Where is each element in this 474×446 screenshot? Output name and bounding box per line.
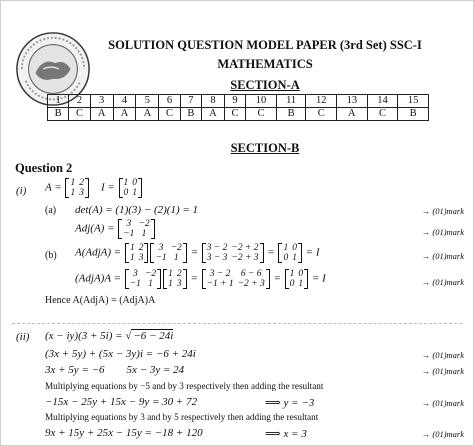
answer-key-numbers (48, 95, 429, 108)
question-heading: Question 2 (15, 161, 73, 175)
mark-adj: → (01)mark (421, 227, 464, 237)
adjoint-matrix-copy-2 (125, 269, 161, 289)
matrix-cell: 0 (289, 279, 295, 289)
matrix-cell: 1 (129, 253, 135, 263)
answer-key-number-cell: 7 (180, 95, 201, 108)
matrix-cell: 3 − 3 (206, 253, 228, 263)
separator (12, 323, 462, 324)
answer-key-table (47, 94, 429, 121)
matrix-cell: 1 (70, 188, 76, 198)
matrix-cell: −1 (155, 253, 167, 263)
adjoint-text: Adj(A) = (75, 222, 115, 235)
answer-key-number-cell: 8 (202, 95, 225, 108)
answer-key-answer-cell: B (398, 108, 429, 121)
a-adj-line (75, 243, 320, 263)
matrix-a (65, 178, 89, 198)
answer-key-number-cell: 15 (398, 95, 429, 108)
answer-key-number-cell: 6 (159, 95, 180, 108)
identity-matrix (119, 178, 143, 198)
adjoint-line (75, 219, 156, 239)
matrix-cell: 0 (123, 188, 129, 198)
answer-key-answer-cell: A (136, 108, 159, 121)
matrix-cell: 1 (70, 178, 76, 188)
instruction-1: Multiplying equations by −5 and by 3 respectively then adding the resultant (45, 381, 324, 391)
matrix-cell: 1 (168, 269, 173, 279)
identity-result-2 (285, 269, 309, 289)
answer-key-answer-cell: A (90, 108, 113, 121)
answer-key-answer-cell: C (246, 108, 277, 121)
matrix-cell: −2 (170, 243, 182, 253)
matrix-cell: −2 (138, 219, 150, 229)
matrix-cell: 3 (79, 188, 84, 198)
part-ii-label: (ii) (16, 331, 30, 343)
elimination-2: 9x + 15y + 25x − 15y = −18 + 120 (45, 427, 203, 439)
matrix-cell: 0 (292, 243, 297, 253)
matrix-cell: 6 − 6 (240, 269, 262, 279)
answer-key-answer-cell: B (48, 108, 69, 121)
equals-sign-4: = (273, 272, 281, 285)
matrix-cell: −1 + 1 (206, 279, 234, 289)
answer-key-number-cell: 2 (69, 95, 90, 108)
determinant-line: det(A) = (1)(3) − (2)(1) = 1 (75, 204, 199, 216)
matrix-cell: 1 (132, 188, 138, 198)
hence-line: Hence A(AdjA) = (AdjA)A (45, 295, 156, 306)
mark-det: → (01)mark (421, 206, 464, 216)
matrix-cell: 1 (129, 243, 135, 253)
product-expansion-2 (202, 269, 270, 289)
answer-key-answer-cell: C (367, 108, 398, 121)
matrix-cell: 3 − 2 (209, 269, 231, 279)
matrix-cell: 1 (141, 229, 147, 239)
matrix-cell: 3 (132, 269, 138, 279)
equation-pair: 3x + 5y = −6 5x − 3y = 24 (45, 364, 185, 376)
matrix-cell: 3 (138, 253, 144, 263)
matrix-cell: −2 + 3 (237, 279, 265, 289)
matrix-cell: 1 (168, 279, 173, 289)
expanded-line: (3x + 5y) + (5x − 3y)i = −6 + 24i (45, 348, 196, 360)
answer-key-number-cell: 12 (306, 95, 337, 108)
answer-key-number-cell: 10 (246, 95, 277, 108)
product-expansion-1 (202, 243, 264, 263)
part-a-label: (a) (45, 205, 57, 216)
answer-key-answer-cell: B (180, 108, 201, 121)
equals-identity-2: = I (311, 272, 326, 285)
part-i-label: (i) (16, 185, 27, 197)
matrix-cell: 1 (283, 243, 289, 253)
section-a-heading: SECTION-A (230, 78, 300, 92)
complex-equation-line: (x − iy)(3 + 5i) = √ −6 − 24i (45, 330, 174, 342)
matrix-cell: −1 (129, 279, 141, 289)
subject-title: MATHEMATICS (217, 57, 313, 71)
mark-b1: → (01)mark (421, 251, 464, 261)
matrix-cell: −2 + 3 (231, 253, 259, 263)
matrix-cell: 3 (158, 243, 164, 253)
matrix-a-definition (45, 178, 143, 198)
matrix-cell: 1 (298, 279, 304, 289)
matrix-cell: 1 (173, 253, 179, 263)
paper-title: SOLUTION QUESTION MODEL PAPER (3rd Set) SSC-I (108, 38, 422, 52)
answer-key-number-cell: 13 (337, 95, 368, 108)
equals-sign-2: = (267, 246, 275, 259)
answer-key-answer-cell: C (159, 108, 180, 121)
matrix-cell: 1 (289, 269, 295, 279)
matrix-cell: 0 (132, 178, 138, 188)
answer-key-answer-cell: C (224, 108, 245, 121)
matrix-cell: 3 − 2 (206, 243, 228, 253)
adj-a-text: (AdjA)A = (75, 272, 122, 285)
answer-key-answer-cell: A (113, 108, 136, 121)
part-b-label: (b) (45, 250, 57, 261)
complex-rhs-root: −6 − 24i (133, 330, 174, 342)
matrix-cell: 0 (283, 253, 289, 263)
equals-identity: = I (305, 246, 320, 259)
matrix-cell: 3 (176, 279, 182, 289)
answer-key-answer-cell: C (306, 108, 337, 121)
matrix-cell: −1 (123, 229, 135, 239)
answer-key-number-cell: 14 (367, 95, 398, 108)
answer-key-answer-cell: C (69, 108, 90, 121)
mark-ii-3: → (01)mark (421, 398, 464, 408)
equals-sign: = (190, 246, 198, 259)
mark-ii-2: → (01)mark (421, 366, 464, 376)
matrix-a-copy-2 (163, 269, 187, 289)
matrix-a-copy (125, 243, 149, 263)
identity-result-1 (278, 243, 302, 263)
answer-key-number-cell: 9 (224, 95, 245, 108)
adj-a-line (75, 269, 326, 289)
answer-key-number-cell: 11 (276, 95, 306, 108)
equals-sign-3: = (190, 272, 198, 285)
matrix-cell: 3 (126, 219, 132, 229)
mark-ii-1: → (01)mark (421, 350, 464, 360)
matrix-a-text: A = (45, 181, 62, 194)
matrix-cell: −2 + 2 (231, 243, 259, 253)
answer-key-number-cell: 1 (48, 95, 69, 108)
answer-key-answer-cell: A (202, 108, 225, 121)
complex-lhs: (x − iy)(3 + 5i) = (45, 330, 123, 342)
a-adj-text: A(AdjA) = (75, 246, 122, 259)
instruction-2: Multiplying equations by 3 and by 5 respectively then adding the resultant (45, 412, 319, 422)
answer-key-number-cell: 3 (90, 95, 113, 108)
matrix-cell: 0 (298, 269, 304, 279)
section-b-heading: SECTION-B (230, 141, 300, 155)
mark-ii-4: → (01)mark (421, 429, 464, 439)
matrix-cell: −2 (144, 269, 157, 279)
answer-key-number-cell: 5 (136, 95, 159, 108)
adjoint-matrix (118, 219, 154, 239)
elimination-1: −15x − 25y + 15x − 9y = 30 + 72 (45, 396, 198, 408)
matrix-cell: 1 (123, 178, 129, 188)
answer-key-answers (48, 108, 429, 121)
answer-key-number-cell: 4 (113, 95, 136, 108)
result-y: ⟹ y = −3 (265, 397, 315, 409)
matrix-cell: 1 (292, 253, 297, 263)
mark-b2: → (01)mark (421, 277, 464, 287)
identity-text: I = (100, 181, 115, 194)
answer-key-answer-cell: B (276, 108, 306, 121)
answer-key-answer-cell: A (337, 108, 368, 121)
matrix-cell: 2 (79, 178, 84, 188)
matrix-cell: 1 (148, 279, 153, 289)
matrix-cell: 2 (176, 269, 182, 279)
result-x: ⟹ x = 3 (265, 428, 307, 440)
adjoint-matrix-copy (150, 243, 186, 263)
matrix-cell: 2 (138, 243, 144, 253)
